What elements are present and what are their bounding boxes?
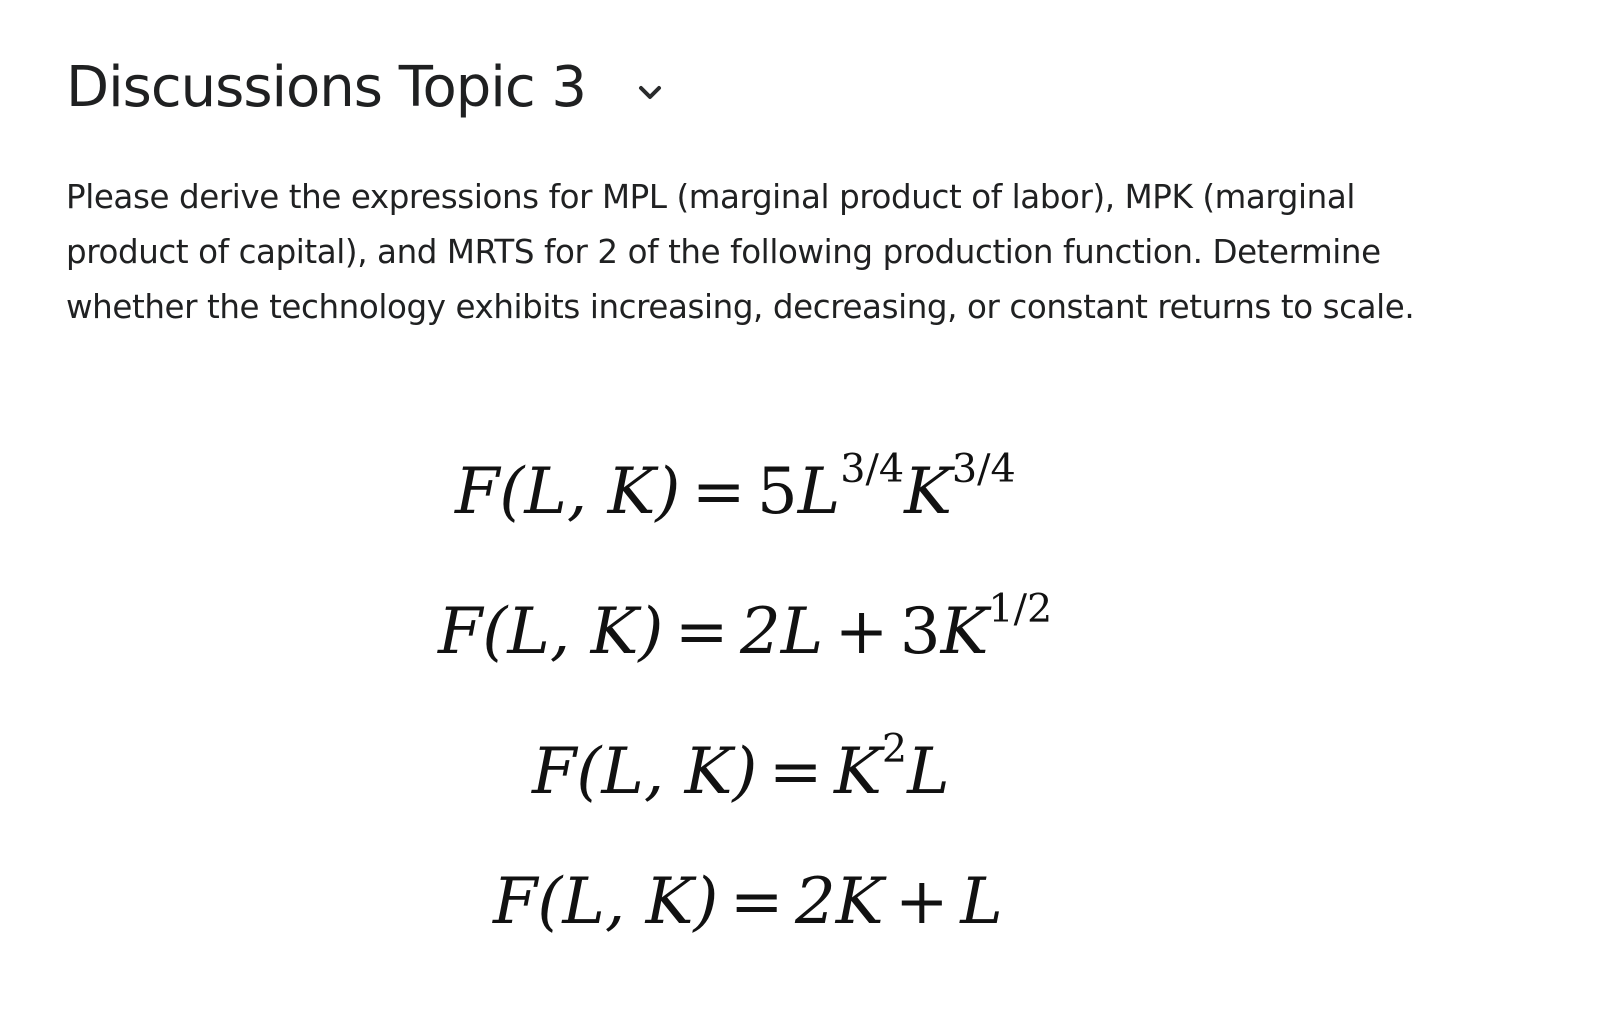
variable-l: L: [907, 735, 950, 809]
variable-k: K: [834, 735, 882, 809]
equation-2: [438, 586, 1053, 669]
equation-lhs: F(L, K): [455, 455, 681, 529]
chevron-down-icon: [635, 83, 665, 103]
exponent: 3/4: [951, 446, 1016, 493]
exponent: 1/2: [988, 586, 1053, 633]
page-title: Discussions Topic 3: [66, 55, 587, 120]
term: 2L: [740, 595, 824, 669]
coefficient: 3: [899, 595, 941, 669]
plus-sign: +: [834, 595, 889, 669]
exponent: 2: [881, 726, 908, 773]
equals-sign: =: [674, 595, 729, 669]
equation-3: [532, 726, 950, 809]
variable-l: L: [797, 455, 841, 529]
header: [66, 48, 670, 128]
equation-lhs: F(L, K): [532, 735, 758, 809]
variable-k: K: [904, 455, 952, 529]
term: 2K: [795, 865, 884, 939]
equation-lhs: F(L, K): [438, 595, 664, 669]
equals-sign: =: [768, 735, 823, 809]
equation-lhs: F(L, K): [493, 865, 719, 939]
equals-sign: =: [729, 865, 784, 939]
coefficient: 5: [757, 455, 798, 529]
plus-sign: +: [895, 865, 949, 939]
equation-1: [455, 446, 1016, 529]
topic-menu-toggle[interactable]: [630, 73, 670, 113]
equation-4: [493, 865, 1003, 939]
equals-sign: =: [691, 455, 746, 529]
topic-description: Please derive the expressions for MPL (marginal product of labor), MPK (marginal product of capital), and MRTS for 2 of the following production function. Determine whether the technology exhibits increasing, decreasing, or constant returns to scale.: [66, 178, 1415, 326]
variable-k: K: [940, 595, 989, 669]
exponent: 3/4: [840, 446, 905, 493]
term: L: [960, 865, 1003, 939]
